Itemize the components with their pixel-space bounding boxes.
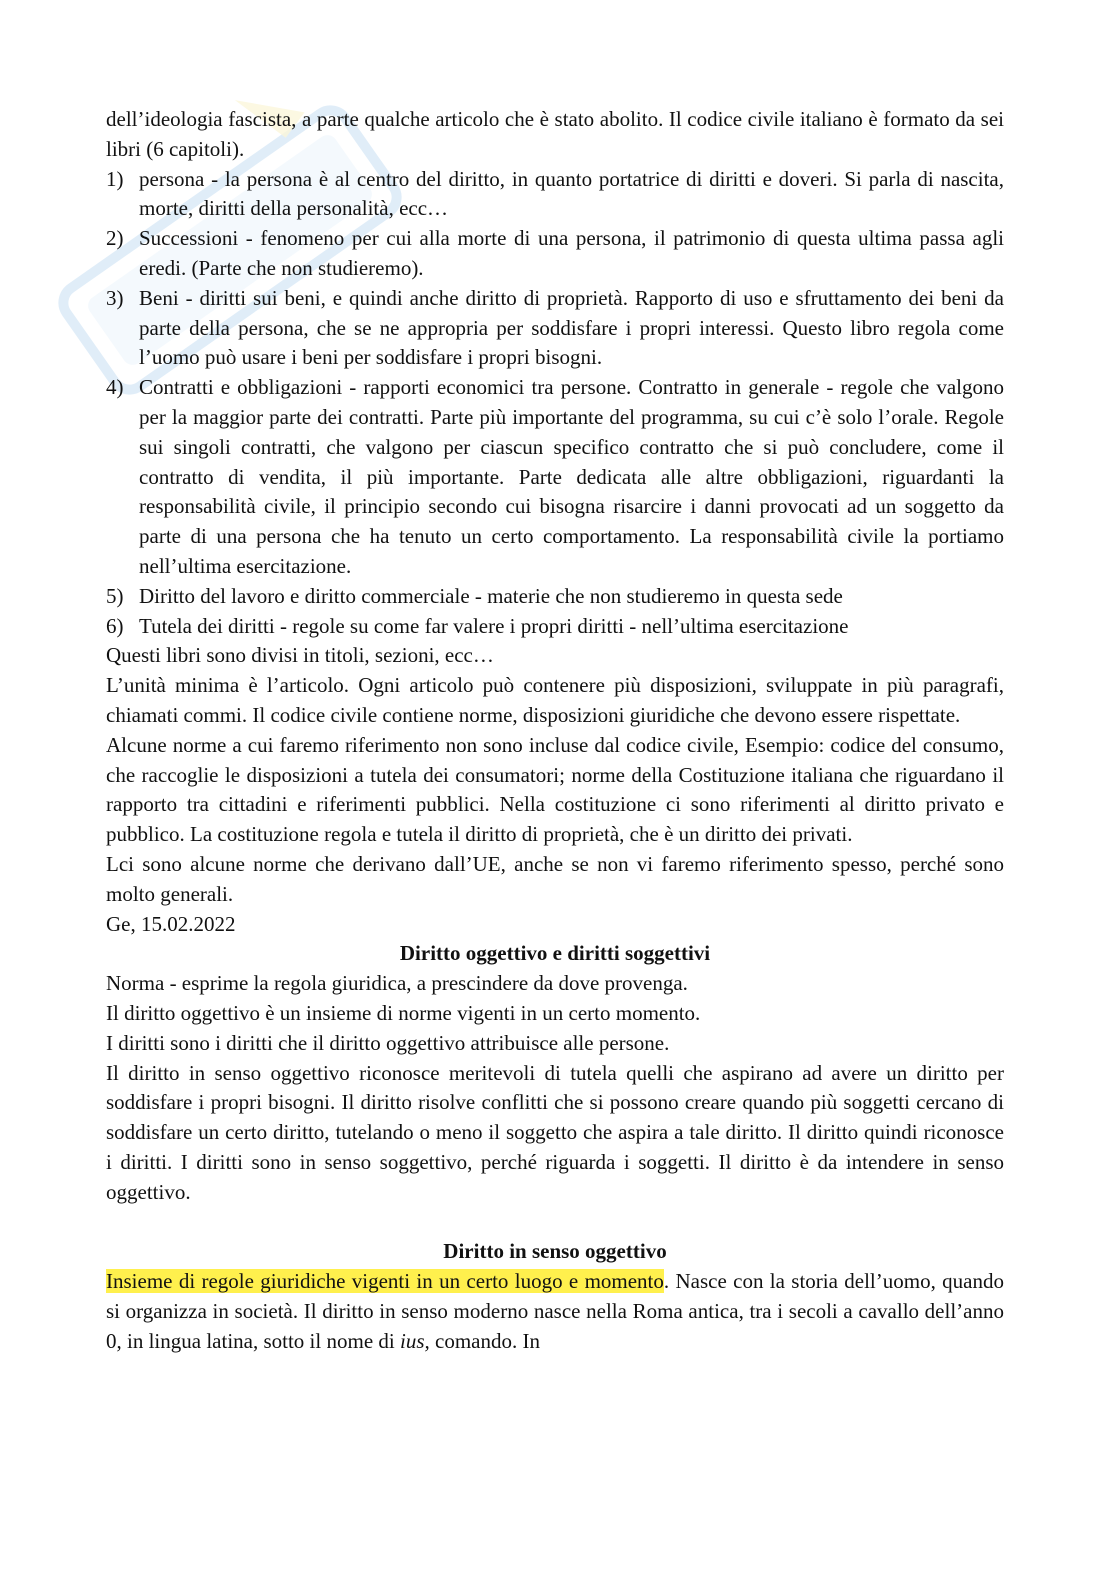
- paragraph-text: . Nasce con la storia dell’uomo, quando si organizza in società. Il diritto in senso moderno nasce nella Roma antica, tra i secoli a cavallo dell’anno 0, in lingua latina, sotto il nome di: [106, 1269, 1004, 1353]
- paragraph-other-norms: Alcune norme a cui faremo riferimento non sono incluse dal codice civile, Esempio: codice del consumo, che raccoglie le disposizioni a tutela dei consumatori; norme della Costituzione italiana che riguardano il rapporto tra cittadini e riferimenti pubblici. Nella costituzione ci sono riferimenti al diritto privato e pubblico. La costituzione regola e tutela il diritto di proprietà, che è un diritto dei privati.: [106, 732, 1004, 847]
- intro-paragraph: dell’ideologia fascista, a parte qualche articolo che è stato abolito. Il codice civile italiano è formato da sei libri (6 capitoli).: [106, 107, 1004, 161]
- list-item: [106, 284, 1004, 373]
- list-text: Beni - diritti sui beni, e quindi anche diritto di proprietà. Rapporto di uso e sfruttamento dei beni da parte della persona, che se ne appropria per soddisfare i propri interessi. Questo libro regola come l’uomo può usare i beni per soddisfare i propri bisogni.: [139, 285, 1004, 370]
- list-item: [106, 373, 1004, 582]
- definition-line: Norma - esprime la regola giuridica, a prescindere da dove provenga.: [106, 971, 688, 996]
- list-number: 3): [106, 285, 124, 310]
- list-text: Successioni - fenomeno per cui alla morte di una persona, il patrimonio di questa ultima passa agli eredi. (Parte che non studieremo).: [139, 226, 1004, 280]
- italic-term-ius: ius,: [399, 1328, 430, 1353]
- list-text: persona - la persona è al centro del diritto, in quanto portatrice di diritti e doveri. Si parla di nascita, morte, diritti della personalità, ecc…: [139, 166, 1004, 221]
- list-text: Contratti e obbligazioni - rapporti economici tra persone. Contratto in generale - regole che valgono per la maggior parte dei contratti. Parte più importante del programma, su cui c’è solo l’orale. Regole sui singoli contratti, che valgono per ciascun specifico contratto che si può concludere, come il contratto di vendita, il più importante. Parte dedicata alle altre obbligazioni, riguardanti la responsabilità civile, il principio secondo cui bisogna risarcire i danni provocati ad un soggetto da parte di una persona che ha tenuto un certo comportamento. La responsabilità civile la portiamo nell’ultima esercitazione.: [139, 375, 1004, 578]
- definition-line: I diritti sono i diritti che il diritto oggettivo attribuisce alle persone.: [106, 1030, 670, 1055]
- lecture-date: Ge, 15.02.2022: [106, 911, 236, 936]
- highlighted-definition: Insieme di regole giuridiche vigenti in un certo luogo e momento: [106, 1269, 664, 1294]
- list-item: [106, 224, 1004, 284]
- paragraph-objective-right: Il diritto in senso oggettivo riconosce meritevoli di tutela quelli che aspirano ad avere un diritto per soddisfare i propri bisogni. Il diritto risolve conflitti che si possono creare quando più soggetti cercano di soddisfare un certo diritto, tutelando o meno il soggetto che aspira a tale diritto. Il diritto quindi riconosce i diritti. I diritti sono in senso soggettivo, perché riguarda i soggetti. Il diritto è da intendere in senso oggettivo.: [106, 1060, 1004, 1204]
- paragraph-eu-norms: Lci sono alcune norme che derivano dall’UE, anche se non vi faremo riferimento spesso, perché sono molto generali.: [106, 851, 1004, 906]
- books-list: [106, 165, 1004, 642]
- list-item: [106, 612, 1004, 642]
- list-number: 4): [106, 375, 124, 400]
- definition-line: Il diritto oggettivo è un insieme di norme vigenti in un certo momento.: [106, 1000, 701, 1025]
- section-heading-objective-subjective: Diritto oggettivo e diritti soggettivi: [399, 941, 711, 966]
- list-item: [106, 582, 1004, 612]
- section-spacer: [106, 1207, 1004, 1237]
- list-item: [106, 165, 1004, 225]
- document-page: [106, 105, 1004, 1357]
- paragraph-article: L’unità minima è l’articolo. Ogni articolo può contenere più disposizioni, sviluppate in più paragrafi, chiamati commi. Il codice civile contiene norme, disposizioni giuridiche che devono essere rispettate.: [106, 673, 1004, 727]
- list-number: 1): [106, 166, 124, 191]
- list-number: 2): [106, 226, 124, 251]
- paragraph-objective-sense: [106, 1267, 1004, 1356]
- list-text: Diritto del lavoro e diritto commerciale - materie che non studieremo in questa sede: [139, 583, 843, 608]
- list-number: 5): [106, 583, 124, 608]
- list-number: 6): [106, 613, 124, 638]
- paragraph-books-divided: Questi libri sono divisi in titoli, sezioni, ecc…: [106, 643, 494, 668]
- section-heading-objective-sense: Diritto in senso oggettivo: [443, 1239, 667, 1264]
- paragraph-tail: comando. In: [429, 1328, 540, 1353]
- list-text: Tutela dei diritti - regole su come far valere i propri diritti - nell’ultima esercitazione: [139, 613, 849, 638]
